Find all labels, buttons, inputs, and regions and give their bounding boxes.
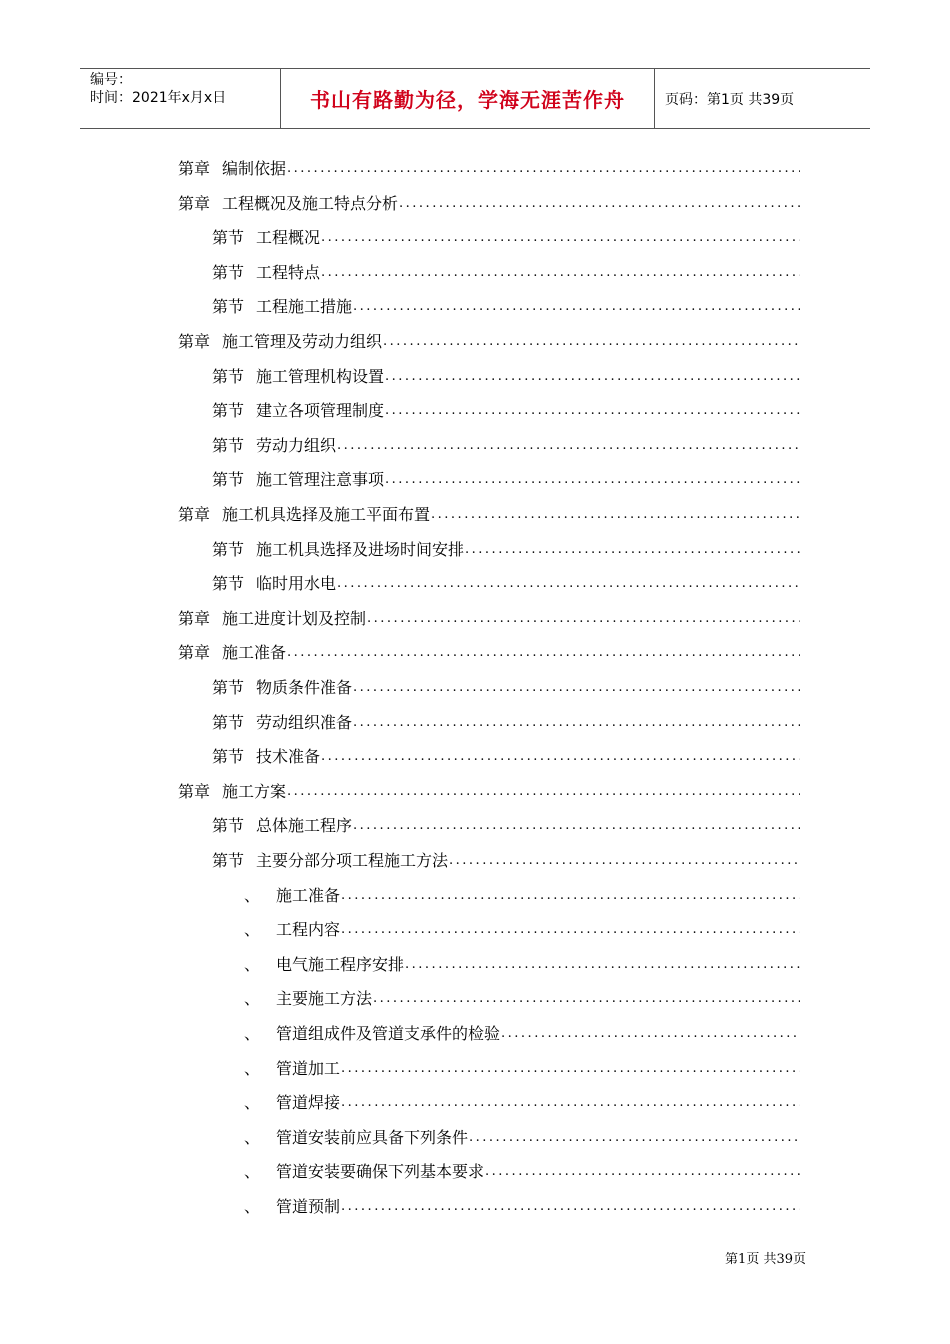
toc-entry-title: 施工管理注意事项 [256, 470, 385, 490]
toc-entry[interactable] [244, 946, 800, 976]
toc-dot-leader [500, 1023, 800, 1045]
toc-entry-title: 工程特点 [256, 262, 321, 282]
toc-entry-prefix: 、 [244, 954, 261, 974]
header-meta-cell [80, 69, 281, 128]
toc-entry[interactable] [178, 150, 800, 180]
toc-entry[interactable] [212, 392, 800, 422]
toc-dot-leader [404, 954, 800, 976]
toc-dot-leader [286, 642, 800, 664]
toc-dot-leader [340, 1092, 800, 1114]
toc-entry-title: 工程施工措施 [256, 297, 353, 317]
toc-entry[interactable] [212, 531, 800, 561]
toc-entry[interactable] [212, 358, 800, 388]
toc-dot-leader [448, 850, 800, 872]
toc-entry-title: 管道安装要确保下列基本要求 [276, 1162, 485, 1182]
toc-dot-leader [286, 781, 800, 803]
toc-entry-title: 施工准备 [222, 643, 287, 663]
toc-entry-prefix: 第章 [178, 159, 211, 178]
toc-dot-leader [336, 435, 800, 457]
toc-entry-title: 技术准备 [256, 747, 321, 767]
toc-entry-prefix: 第章 [178, 332, 211, 351]
toc-dot-leader [340, 919, 800, 941]
toc-entry[interactable] [178, 634, 800, 664]
toc-entry-prefix: 第节 [212, 678, 245, 697]
toc-entry-title: 主要施工方法 [276, 989, 373, 1009]
toc-entry[interactable] [212, 288, 800, 318]
toc-entry-prefix: 第节 [212, 816, 245, 836]
toc-dot-leader [352, 712, 800, 734]
document-number-label: 编号： [90, 72, 132, 88]
toc-entry-prefix: 第章 [178, 608, 211, 628]
toc-entry-prefix: 第节 [212, 262, 245, 282]
toc-entry-prefix: 第节 [212, 851, 245, 870]
toc-entry-title: 施工方案 [222, 781, 287, 801]
toc-entry-title: 工程概况 [256, 228, 321, 248]
toc-entry-title: 电气施工程序安排 [276, 954, 405, 974]
toc-dot-leader [382, 331, 800, 353]
toc-entry-prefix: 第节 [212, 435, 245, 455]
toc-entry-prefix: 第节 [212, 574, 245, 594]
toc-entry-title: 工程内容 [276, 920, 341, 940]
toc-dot-leader [336, 573, 800, 595]
toc-dot-leader [430, 504, 800, 526]
toc-entry[interactable] [212, 704, 800, 734]
header-page-info: 页码：第1页 共39页 [665, 91, 795, 108]
toc-entry-title: 管道组成件及管道支承件的检验 [276, 1024, 501, 1043]
toc-entry[interactable] [244, 1084, 800, 1114]
toc-entry-prefix: 第节 [212, 470, 245, 490]
toc-entry-title: 临时用水电 [256, 574, 337, 594]
toc-entry[interactable] [212, 461, 800, 491]
toc-entry[interactable] [212, 219, 800, 249]
toc-entry-prefix: 、 [244, 1197, 261, 1216]
toc-dot-leader [352, 296, 800, 318]
toc-entry-title: 管道预制 [276, 1197, 341, 1216]
toc-entry[interactable] [178, 185, 800, 215]
toc-entry-prefix: 第章 [178, 781, 211, 801]
page-footer: 第1页 共39页 [725, 1252, 806, 1267]
toc-dot-leader [340, 1196, 800, 1218]
toc-entry[interactable] [244, 1050, 800, 1080]
toc-dot-leader [286, 158, 800, 180]
toc-entry[interactable] [244, 1015, 800, 1045]
toc-entry-title: 施工机具选择及施工平面布置 [222, 505, 431, 524]
toc-dot-leader [372, 988, 800, 1010]
toc-dot-leader [484, 1161, 800, 1183]
toc-entry-title: 劳动力组织 [256, 435, 337, 455]
toc-entry-title: 管道安装前应具备下列条件 [276, 1127, 469, 1147]
toc-entry[interactable] [244, 877, 800, 907]
toc-entry-prefix: 、 [244, 1127, 261, 1147]
toc-entry[interactable] [212, 565, 800, 595]
toc-entry-prefix: 第章 [178, 643, 211, 663]
header-motto: 书山有路勤为径，学海无涯苦作舟 [310, 88, 625, 112]
toc-dot-leader [320, 262, 800, 284]
header-page-cell [655, 69, 870, 128]
toc-entry-prefix: 、 [244, 885, 261, 905]
toc-entry-prefix: 第节 [212, 366, 245, 386]
toc-entry-title: 施工机具选择及进场时间安排 [256, 539, 465, 559]
header-motto-cell [281, 69, 655, 128]
toc-entry-title: 施工准备 [276, 885, 341, 905]
toc-entry-prefix: 第章 [178, 193, 211, 213]
toc-entry-title: 施工管理及劳动力组织 [222, 332, 383, 351]
document-time-label: 时间：2021年x月x日 [90, 90, 227, 106]
toc-entry-title: 主要分部分项工程施工方法 [256, 851, 449, 870]
toc-entry-prefix: 第节 [212, 401, 245, 421]
toc-dot-leader [384, 400, 800, 422]
toc-entry[interactable] [178, 323, 800, 353]
toc-entry[interactable] [178, 773, 800, 803]
toc-dot-leader [384, 366, 800, 388]
toc-entry[interactable] [244, 1188, 800, 1218]
toc-entry[interactable] [212, 807, 800, 837]
toc-entry-prefix: 、 [244, 1093, 261, 1113]
toc-entry[interactable] [244, 911, 800, 941]
toc-dot-leader [320, 227, 800, 249]
toc-entry-title: 工程概况及施工特点分析 [222, 193, 399, 213]
toc-dot-leader [366, 608, 800, 630]
toc-entry-title: 建立各项管理制度 [256, 401, 385, 421]
toc-dot-leader [384, 469, 800, 491]
toc-entry[interactable] [244, 980, 800, 1010]
toc-dot-leader [352, 815, 800, 837]
toc-entry[interactable] [212, 427, 800, 457]
toc-dot-leader [340, 885, 800, 907]
toc-entry-title: 施工管理机构设置 [256, 366, 385, 386]
toc-entry-title: 编制依据 [222, 159, 287, 178]
toc-entry-prefix: 、 [244, 1162, 261, 1182]
toc-dot-leader [320, 746, 800, 768]
toc-entry[interactable] [212, 842, 800, 872]
toc-entry-title: 管道焊接 [276, 1093, 341, 1113]
toc-entry-prefix: 、 [244, 1024, 261, 1043]
toc-entry-prefix: 、 [244, 920, 261, 940]
toc-entry[interactable] [178, 600, 800, 630]
toc-dot-leader [464, 539, 800, 561]
toc-entry[interactable] [212, 669, 800, 699]
toc-entry-prefix: 、 [244, 1058, 261, 1078]
toc-entry[interactable] [212, 738, 800, 768]
toc-entry-prefix: 第章 [178, 505, 211, 524]
toc-entry-title: 管道加工 [276, 1058, 341, 1078]
toc-entry-title: 施工进度计划及控制 [222, 608, 367, 628]
toc-entry-prefix: 第节 [212, 228, 245, 248]
toc-entry-prefix: 、 [244, 989, 261, 1009]
toc-entry[interactable] [244, 1119, 800, 1149]
toc-entry[interactable] [178, 496, 800, 526]
toc-entry-prefix: 第节 [212, 747, 245, 767]
toc-entry[interactable] [212, 254, 800, 284]
toc-entry-prefix: 第节 [212, 539, 245, 559]
page-header [80, 68, 870, 129]
toc-dot-leader [468, 1127, 800, 1149]
toc-entry-title: 物质条件准备 [256, 678, 353, 697]
toc-dot-leader [398, 193, 800, 215]
toc-entry-title: 总体施工程序 [256, 816, 353, 836]
toc-entry-prefix: 第节 [212, 297, 245, 317]
toc-entry-title: 劳动组织准备 [256, 712, 353, 732]
toc-dot-leader [352, 677, 800, 699]
toc-entry-prefix: 第节 [212, 712, 245, 732]
toc-entry[interactable] [244, 1153, 800, 1183]
toc-dot-leader [340, 1058, 800, 1080]
